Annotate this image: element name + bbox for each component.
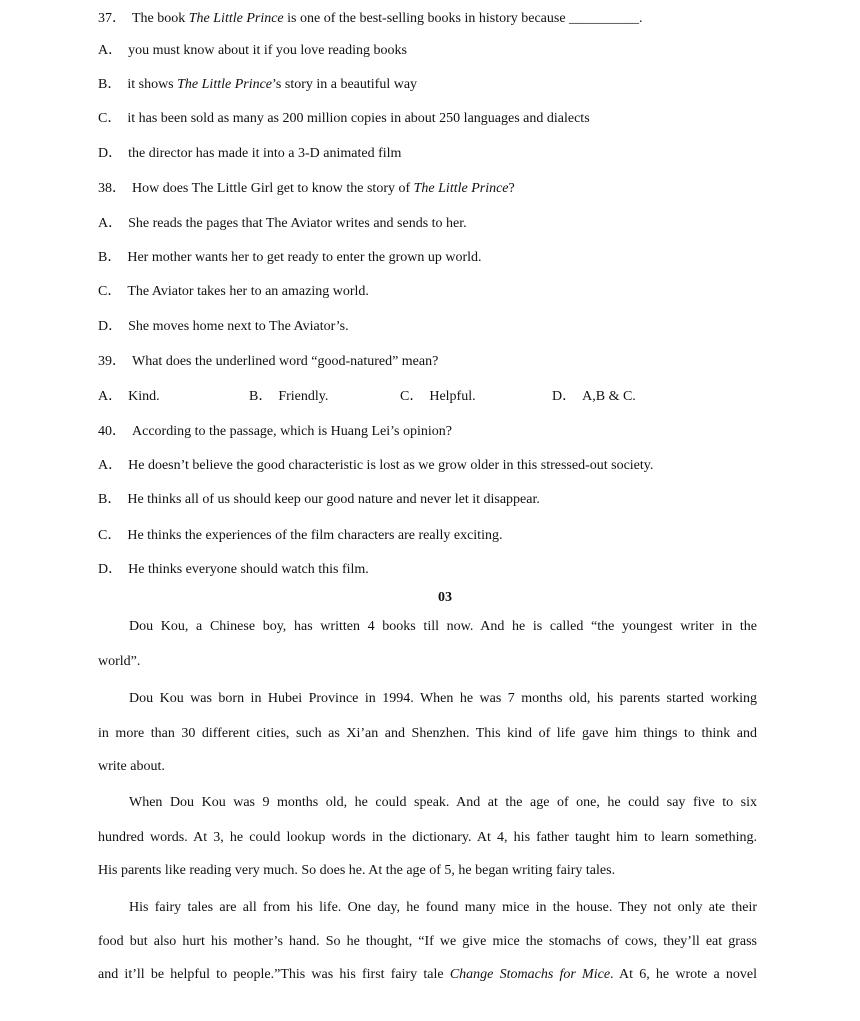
option-39-a (98, 388, 160, 406)
option-text: ’s story in a beautiful way (272, 77, 418, 92)
question-number: 38． (98, 181, 126, 196)
option-text: He thinks all of us should keep our good nature and never let it disappear. (127, 492, 540, 507)
option-39-b (249, 388, 328, 406)
stem-text: ? (508, 181, 515, 196)
option-text: it has been sold as many as 200 million copies in about 250 languages and dialects (127, 111, 590, 126)
option-text: The Aviator takes her to an amazing world. (127, 284, 369, 299)
option-text: He doesn’t believe the good characteristic is lost as we grow older in this stressed-out society. (128, 458, 654, 473)
option-letter: D． (98, 146, 123, 161)
option-38-a (98, 215, 467, 233)
option-letter: D． (98, 562, 123, 577)
option-text: Kind. (128, 389, 160, 404)
passage-line: Dou Kou, a Chinese boy, has written 4 books till now. And he is called “the youngest writer in the (129, 619, 757, 634)
option-text: She moves home next to The Aviator’s. (128, 319, 349, 334)
option-39-c (400, 388, 476, 406)
stem-text: According to the passage, which is Huang Lei’s opinion? (132, 424, 452, 439)
option-text: He thinks everyone should watch this film. (128, 562, 369, 577)
option-letter: C． (98, 528, 122, 543)
passage-line: in more than 30 different cities, such as Xi’an and Shenzhen. This kind of life gave him things to think and (98, 726, 757, 741)
question-number: 37． (98, 11, 126, 26)
option-37-d (98, 145, 401, 163)
option-letter: D． (98, 319, 123, 334)
passage-line (98, 966, 757, 984)
option-letter: B． (98, 250, 122, 265)
passage-line: hundred words. At 3, he could lookup words in the dictionary. At 4, his father taught him to learn something. (98, 830, 757, 845)
question-39-stem (98, 353, 438, 371)
book-title: The Little Prince (177, 77, 273, 92)
option-text: Helpful. (429, 389, 476, 404)
option-letter: A． (98, 458, 123, 473)
option-letter: C． (98, 284, 122, 299)
option-text: you must know about it if you love reading books (128, 43, 407, 58)
passage-line: His fairy tales are all from his life. One day, he found many mice in the house. They not only ate their (129, 900, 757, 915)
option-text: the director has made it into a 3-D animated film (128, 146, 402, 161)
book-title: The Little Prince (188, 11, 284, 26)
passage-text: and it’ll be helpful to people.”This was his first fairy tale (98, 967, 450, 982)
option-text: it shows (127, 77, 178, 92)
option-letter: D． (552, 389, 577, 404)
option-text: A,B & C. (582, 389, 636, 404)
option-letter: B． (98, 492, 122, 507)
option-letter: A． (98, 389, 123, 404)
passage-line: write about. (98, 759, 165, 774)
option-letter: C． (98, 111, 122, 126)
section-title: 03 (438, 590, 452, 605)
passage-text: . At 6, he wrote a novel (610, 967, 758, 982)
passage-line: Dou Kou was born in Hubei Province in 1994. When he was 7 months old, his parents started working (129, 691, 757, 706)
option-40-b (98, 491, 540, 509)
stem-text: is one of the best-selling books in history because __________. (283, 11, 643, 26)
fairy-tale-title: Change Stomachs for Mice (449, 967, 611, 982)
stem-text: The book (132, 11, 189, 26)
stem-text: How does The Little Girl get to know the story of (132, 181, 414, 196)
passage-line: food but also hurt his mother’s hand. So he thought, “If we give mice the stomachs of cows, they’ll eat grass (98, 934, 757, 949)
option-letter: A． (98, 43, 123, 58)
option-37-c (98, 110, 590, 128)
option-38-d (98, 318, 349, 336)
option-text: Friendly. (278, 389, 329, 404)
option-40-c (98, 527, 502, 545)
question-37-stem (98, 10, 643, 28)
book-title: The Little Prince (413, 181, 509, 196)
passage-line: When Dou Kou was 9 months old, he could speak. And at the age of one, he could say five to six (129, 795, 757, 810)
option-text: Her mother wants her to get ready to enter the grown up world. (127, 250, 482, 265)
option-letter: B． (249, 389, 273, 404)
option-38-b (98, 249, 482, 267)
option-40-d (98, 561, 369, 579)
option-text: He thinks the experiences of the film characters are really exciting. (127, 528, 503, 543)
question-38-stem (98, 180, 515, 198)
option-letter: B． (98, 77, 122, 92)
option-40-a (98, 457, 653, 475)
option-39-d (552, 388, 636, 406)
option-text: She reads the pages that The Aviator writes and sends to her. (128, 216, 467, 231)
option-letter: C． (400, 389, 424, 404)
passage-line: His parents like reading very much. So does he. At the age of 5, he began writing fairy tales. (98, 863, 616, 878)
option-37-b (98, 76, 417, 94)
stem-text: What does the underlined word “good-natured” mean? (132, 354, 439, 369)
option-letter: A． (98, 216, 123, 231)
option-37-a (98, 42, 407, 60)
question-40-stem (98, 423, 452, 441)
question-number: 40． (98, 424, 126, 439)
passage-line: world”. (98, 654, 141, 669)
question-number: 39． (98, 354, 126, 369)
option-38-c (98, 283, 369, 301)
